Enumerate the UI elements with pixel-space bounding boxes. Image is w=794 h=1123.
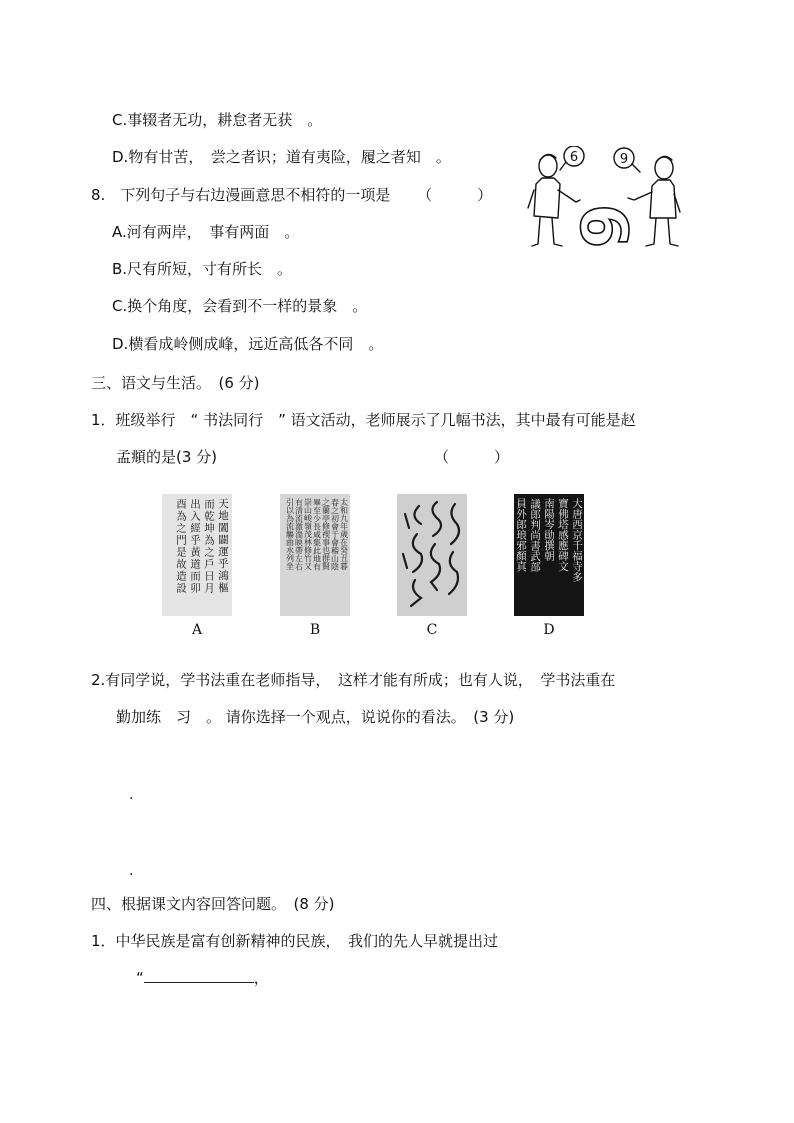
calligraphy-d-text: 大唐西京千福寺多 寶佛塔感應碑文 南陽岑勛撰朝 議郎判尚書武部 員外郎琅邪顏真	[515, 498, 583, 582]
q8-option-c: C.换个角度，会看到不一样的景象 。	[112, 297, 368, 315]
section4-heading: 四、根据课文内容回答问题。 (8 分)	[91, 895, 335, 913]
section4-q1-line1: 1．中华民族是富有创新精神的民族， 我们的先人早就提出过	[91, 932, 499, 950]
left-bubble-number: 6	[569, 150, 579, 165]
q8-stem	[91, 185, 492, 205]
section3-q1-answer-paren: （ ）	[434, 448, 510, 466]
calligraphy-sample-b	[280, 494, 350, 616]
calligraphy-label-a: A	[191, 622, 203, 638]
floor-numeral: 9	[570, 203, 644, 249]
section3-q2-line1: 2.有同学说，学书法重在老师指导， 这样才能有所成；也有人说， 学书法重在	[91, 671, 616, 689]
calligraphy-b-text: 太和九年歲在癸丑暮 春之初會于會稽山陰 之蘭亭修禊事也群賢 畢至少長咸集此地有 崇山峻嶺茂林修竹又 有清流激湍映帶左右 引以為流觴曲水列坐	[285, 498, 349, 570]
calligraphy-sample-c	[397, 494, 467, 616]
calligraphy-a-text: 天地闔闢運乎鴻樞 而乾坤為之戶日月 出入經乎黃道而卯 酉為之門是故造設	[175, 498, 229, 594]
q8-option-a: A.河有两岸， 事有两面 。	[112, 223, 300, 241]
answer-line-mark-1: .	[129, 787, 134, 803]
calligraphy-sample-d	[514, 494, 584, 616]
section3-q1-line2: 孟頫的是(3 分)	[116, 448, 218, 466]
calligraphy-sample-a	[162, 494, 232, 616]
cartoon-six-nine-illustration	[518, 146, 694, 256]
calligraphy-label-d: D	[543, 622, 555, 638]
calligraphy-label-b: B	[309, 622, 321, 638]
q8-stem-text: 8. 下列句子与右边漫画意思不相符的一项是	[91, 186, 391, 204]
q8-answer-paren: （ ）	[417, 186, 493, 204]
section3-q1-line1: 1．班级举行 “ 书法同行 ” 语文活动，老师展示了几幅书法，其中最有可能是赵	[91, 411, 636, 429]
fill-in-blank[interactable]	[144, 968, 254, 983]
section3-heading: 三、语文与生活。 (6 分)	[91, 374, 260, 392]
comma: ，	[253, 969, 269, 987]
q7-option-d: D.物有甘苦， 尝之者识；道有夷险，履之者知 。	[112, 148, 451, 166]
section3-q2-line2: 勤加练 习 。 请你选择一个观点，说说你的看法。 (3 分)	[116, 708, 515, 726]
right-bubble-number: 9	[619, 152, 629, 167]
open-quote: “	[136, 969, 144, 987]
answer-line-mark-2: .	[129, 863, 134, 879]
q8-option-d: D.横看成岭侧成峰，远近高低各不同 。	[112, 335, 384, 353]
section4-q1-fill-line	[136, 968, 269, 988]
calligraphy-label-c: C	[426, 622, 438, 638]
q7-option-c: C.事辍者无功，耕怠者无获 。	[112, 111, 323, 129]
q8-option-b: B.尺有所短，寸有所长 。	[112, 260, 293, 278]
